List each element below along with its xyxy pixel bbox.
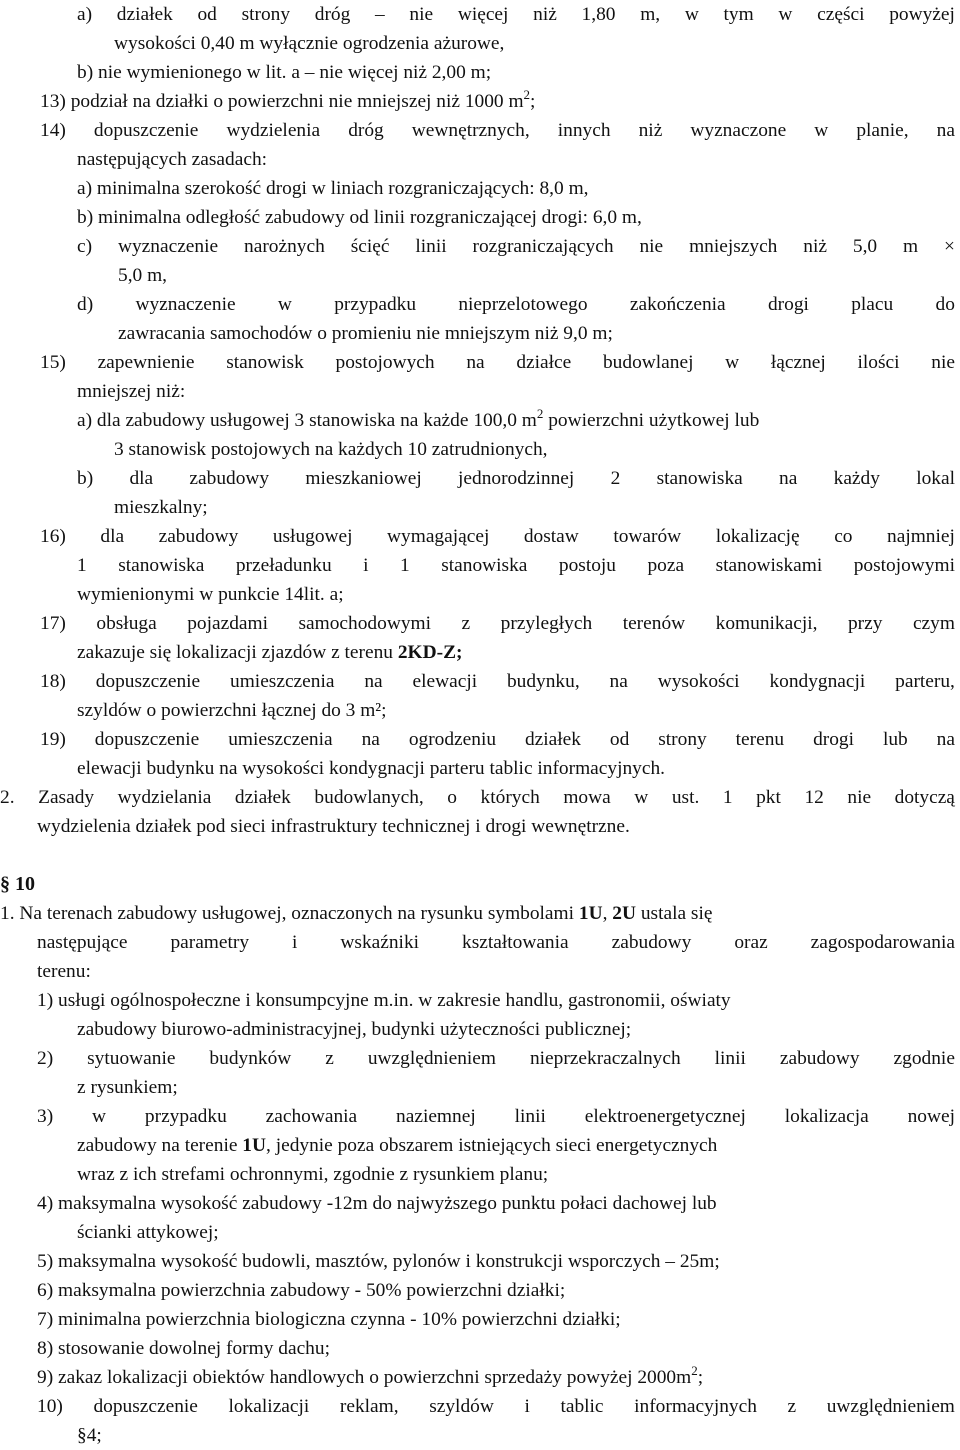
word: nie [639,236,664,257]
word: m, [640,4,661,25]
word: 19) [40,729,66,750]
word: dopuszczenie [95,671,201,692]
word: wyznaczone [690,120,787,141]
word: pkt [756,787,781,808]
text-line [37,1334,330,1363]
word: elewacji [412,671,478,692]
text-line [0,899,712,928]
word: c) [77,236,93,257]
word: dla [129,468,154,489]
word: 1 [400,555,410,576]
text-line [77,290,955,319]
text-fragment: powierzchni użytkowej lub [543,410,760,431]
word: najmniej [887,526,955,547]
word: wydzielania [117,787,212,808]
word: zagospodarowania [810,932,955,953]
word: 1 [77,555,87,576]
word: 15) [40,352,66,373]
word: innych [557,120,611,141]
text-line [77,754,665,783]
word: oraz [734,932,768,953]
word: 16) [40,526,66,547]
word: działce [516,352,572,373]
text-line [37,1305,621,1334]
word: 2 [610,468,621,489]
word: terenu [735,729,785,750]
word: tablic [560,1396,604,1417]
word: kształtowania [462,932,569,953]
superscript: 2 [523,87,531,102]
text-line [37,1102,955,1131]
text-fragment: mniejszej niż: [77,381,186,402]
text-line [40,667,955,696]
word: ogrodzeniu [408,729,497,750]
word: działek [234,787,291,808]
text-line [77,1160,548,1189]
text-line [40,522,955,551]
text-fragment: następujących zasadach: [77,149,268,170]
text-line [37,1189,717,1218]
word: terenów [622,613,686,634]
word: wskaźniki [340,932,420,953]
word: dopuszczenie [93,120,199,141]
text-fragment: zawracania samochodów o promieniu nie mniejszym niż 9,0 m; [118,323,613,344]
text-line [77,1218,219,1247]
text-fragment: wydzielenia działek pod sieci infrastruktury technicznej i drogi wewnętrzne. [37,816,630,837]
word: do [935,294,955,315]
text-fragment: b) nie wymienionego w lit. a – nie więcej niż 2,00 m; [77,62,492,83]
text-line [77,580,344,609]
text-fragment: wraz z ich strefami ochronnymi, zgodnie z rysunkiem planu; [77,1164,549,1185]
word: ust. [671,787,700,808]
text-line [77,464,955,493]
word: lokalizacji [228,1396,310,1417]
word: stanowiska [118,555,205,576]
word: zabudowy [189,468,270,489]
word: niż [638,120,663,141]
word: zabudowy [158,526,239,547]
word: w [725,352,740,373]
word: powyżej [889,4,955,25]
word: na [361,729,380,750]
text-line [114,435,548,464]
word: następujące [37,932,128,953]
text-fragment: 1. Na terenach zabudowy usługowej, oznaczonych na rysunku symbolami [0,903,579,924]
word: elektroenergetycznej [584,1106,746,1127]
word: zapewnienie [97,352,195,373]
text-fragment: 13) podział na działki o powierzchni nie mniejszej niż 1000 m [40,91,524,112]
text-line [77,551,955,580]
word: z [325,1048,334,1069]
text-line [40,725,955,754]
text-line [118,319,613,348]
text-line [77,638,463,667]
word: kondygnacji [769,671,866,692]
text-fragment: mieszkalny; [114,497,208,518]
word: linii [714,1048,746,1069]
text-fragment: , [602,903,613,924]
text-line [40,116,955,145]
word: na [609,671,628,692]
text-fragment: 1) usługi ogólnospołeczne i konsumpcyjne m.in. w zakresie handlu, gastronomii, oświaty [37,990,731,1011]
word: informacyjnych [634,1396,757,1417]
word: parteru, [895,671,955,692]
word: przypadku [144,1106,227,1127]
text-fragment: zakazuje się lokalizacji zjazdów z terenu [77,642,398,663]
word: w [92,1106,107,1127]
text-fragment: ścianki attykowej; [77,1222,219,1243]
bold-text: 1U [242,1135,266,1156]
word: na [466,352,485,373]
word: nowej [907,1106,955,1127]
word: uwzględnieniem [367,1048,496,1069]
text-fragment: , jedynie poza obszarem istniejących sieci energetycznych [266,1135,718,1156]
word: i [363,555,369,576]
word: m [903,236,919,257]
text-fragment: zabudowy na terenie [77,1135,243,1156]
word: naziemnej [396,1106,476,1127]
word: d) [77,294,94,315]
word: mowa [563,787,611,808]
word: budowlanych, [314,787,424,808]
word: postojowymi [853,555,955,576]
word: od [197,4,217,25]
text-line [77,696,387,725]
text-fragment: ustala się [635,903,713,924]
word: przypadku [334,294,417,315]
text-line [77,1015,631,1044]
word: ilości [857,352,900,373]
word: nieprzelotowego [458,294,588,315]
word: 2. [0,787,15,808]
text-fragment: 9) zakaz lokalizacji obiektów handlowych o powierzchni sprzedaży powyżej 2000m [37,1367,692,1388]
text-line [37,957,91,986]
word: dla [100,526,125,547]
word: na [779,468,798,489]
superscript: 2 [691,1363,698,1378]
word: zabudowy [611,932,692,953]
word: parametry [170,932,250,953]
word: linii [514,1106,546,1127]
word: o [447,787,457,808]
word: dopuszczenie [94,729,200,750]
word: w [277,294,292,315]
word: jednorodzinnej [458,468,575,489]
word: 3) [37,1106,54,1127]
word: obsługa [96,613,157,634]
word: łącznej [770,352,826,373]
text-line [37,928,955,957]
text-fragment: a) minimalna szerokość drogi w liniach rozgraniczających: 8,0 m, [77,178,589,199]
word: wymagającej [387,526,490,547]
word: komunikacji, [715,613,818,634]
word: działek [116,4,173,25]
word: 12 [804,787,824,808]
word: stanowiska [656,468,743,489]
word: niż [803,236,827,257]
word: stanowisk [226,352,304,373]
text-line [77,232,955,261]
word: wewnętrznych, [411,120,530,141]
word: przy [847,613,883,634]
word: pojazdami [187,613,268,634]
word: budowlanej [602,352,694,373]
word: samochodowymi [298,613,431,634]
word: zakończenia [629,294,726,315]
word: budynków [209,1048,292,1069]
word: zachowania [265,1106,358,1127]
word: i [524,1396,530,1417]
word: dotyczą [894,787,955,808]
word: 17) [40,613,66,634]
text-line [77,174,589,203]
word: z [787,1396,797,1417]
word: drogi [813,729,854,750]
text-line [77,1131,717,1160]
text-line [40,348,955,377]
text-line [77,58,491,87]
word: działek [524,729,581,750]
word: na [936,729,955,750]
word: w [684,4,699,25]
text-fragment: z rysunkiem; [77,1077,178,1098]
word: wyznaczenie [117,236,219,257]
text-line [0,783,955,812]
word: dostaw [523,526,579,547]
word: 14) [40,120,66,141]
text-line [114,493,208,522]
text-line [118,261,167,290]
bold-text: 2U [612,903,636,924]
word: umieszczenia [230,671,335,692]
text-fragment: §4; [77,1425,102,1446]
word: przyległych [500,613,593,634]
word: postojowych [335,352,435,373]
word: narożnych [244,236,325,257]
word: przeładunku [235,555,332,576]
word: w [778,4,793,25]
word: 1 [722,787,733,808]
text-fragment: zabudowy biurowo-administracyjnej, budynki użyteczności publicznej; [77,1019,632,1040]
word: ścięć [350,236,390,257]
bold-text: 1U [578,903,603,924]
word: dróg [314,4,351,25]
word: których [480,787,540,808]
text-line [37,812,630,841]
text-fragment: 5,0 m, [118,265,168,286]
text-line [37,1363,703,1393]
text-fragment: 6) maksymalna powierzchnia zabudowy - 50% powierzchni działki; [37,1280,566,1301]
word: placu [851,294,894,315]
word: budynku, [506,671,580,692]
word: na [364,671,383,692]
text-line [77,0,955,29]
word: nie [931,352,955,373]
word: od [609,729,630,750]
word: reklam, [339,1396,399,1417]
word: nie [409,4,434,25]
word: umieszczenia [228,729,333,750]
word: b) [77,468,94,489]
text-fragment: szyldów o powierzchni łącznej do 3 m²; [77,700,387,721]
text-line [77,203,642,232]
word: lokalizacja [784,1106,869,1127]
text-fragment: wysokości 0,40 m wyłącznie ogrodzenia ażurowe, [114,33,505,54]
word: postoju [558,555,616,576]
word: × [944,236,955,257]
word: stanowiskami [715,555,823,576]
text-fragment: 8) stosowanie dowolnej formy dachu; [37,1338,330,1359]
word: nieprzekraczalnych [529,1048,681,1069]
text-fragment: ; [530,91,536,112]
word: usługowej [272,526,353,547]
word: niż [533,4,557,25]
word: wysokości [657,671,740,692]
word: lokal [916,468,955,489]
word: nie [847,787,872,808]
word: stanowiska [441,555,528,576]
word: a) [77,4,93,25]
word: mieszkaniowej [305,468,422,489]
text-fragment: ; [697,1367,704,1388]
word: dróg [348,120,384,141]
word: towarów [613,526,682,547]
text-fragment: terenu: [37,961,91,982]
text-line [37,1276,565,1305]
word: 1,80 [581,4,616,25]
text-line [40,87,535,117]
word: 18) [40,671,66,692]
text-line [77,1073,178,1102]
word: w [814,120,829,141]
word: – [375,4,385,25]
word: Zasady [38,787,95,808]
word: sytuowanie [87,1048,176,1069]
section-heading [0,870,35,899]
word: wydzielenia [226,120,321,141]
word: z [461,613,471,634]
text-line [77,406,759,436]
superscript: 2 [536,406,544,421]
text-fragment: b) minimalna odległość zabudowy od linii rozgraniczającej drogi: 6,0 m, [77,207,642,228]
word: poza [647,555,685,576]
word: mniejszych [689,236,778,257]
word: szyldów [429,1396,494,1417]
word: na [936,120,955,141]
word: strony [658,729,707,750]
text-fragment: 5) maksymalna wysokość budowli, masztów, pylonów i konstrukcji wsporczych – 25m; [37,1251,720,1272]
word: uwzględnieniem [826,1396,955,1417]
text-fragment: 3 stanowisk postojowych na każdych 10 zatrudnionych, [114,439,548,460]
text-fragment: elewacji budynku na wysokości kondygnacji parteru tablic informacyjnych. [77,758,666,779]
text-fragment: wymienionymi w punkcie 14lit. a; [77,584,344,605]
word: planie, [856,120,909,141]
text-line [114,29,504,58]
word: dopuszczenie [93,1396,198,1417]
text-fragment: 4) maksymalna wysokość zabudowy -12m do najwyższego punktu połaci dachowej lub [37,1193,717,1214]
word: w [634,787,649,808]
text-line [77,1421,102,1450]
word: linii [415,236,447,257]
word: rozgraniczających [472,236,614,257]
word: więcej [457,4,509,25]
word: lub [882,729,908,750]
text-line [37,1392,955,1421]
word: tym [723,4,754,25]
bold-text: 2KD-Z; [397,642,463,663]
word: lokalizację [715,526,800,547]
word: 10) [37,1396,63,1417]
word: części [817,4,865,25]
text-line [37,1044,955,1073]
word: strony [241,4,291,25]
text-line [37,1247,720,1276]
text-fragment: § 10 [0,873,35,895]
word: każdy [833,468,880,489]
text-line [37,986,731,1015]
text-line [77,145,267,174]
word: i [292,932,298,953]
text-line [40,609,955,638]
text-line [77,377,185,406]
word: czym [912,613,955,634]
word: co [834,526,853,547]
word: 5,0 [852,236,878,257]
text-fragment: 7) minimalna powierzchnia biologiczna czynna - 10% powierzchni działki; [37,1309,621,1330]
word: zabudowy [779,1048,860,1069]
word: zgodnie [893,1048,955,1069]
word: drogi [767,294,809,315]
word: 2) [37,1048,54,1069]
word: wyznaczenie [135,294,236,315]
text-fragment: a) dla zabudowy usługowej 3 stanowiska na każde 100,0 m [77,410,537,431]
